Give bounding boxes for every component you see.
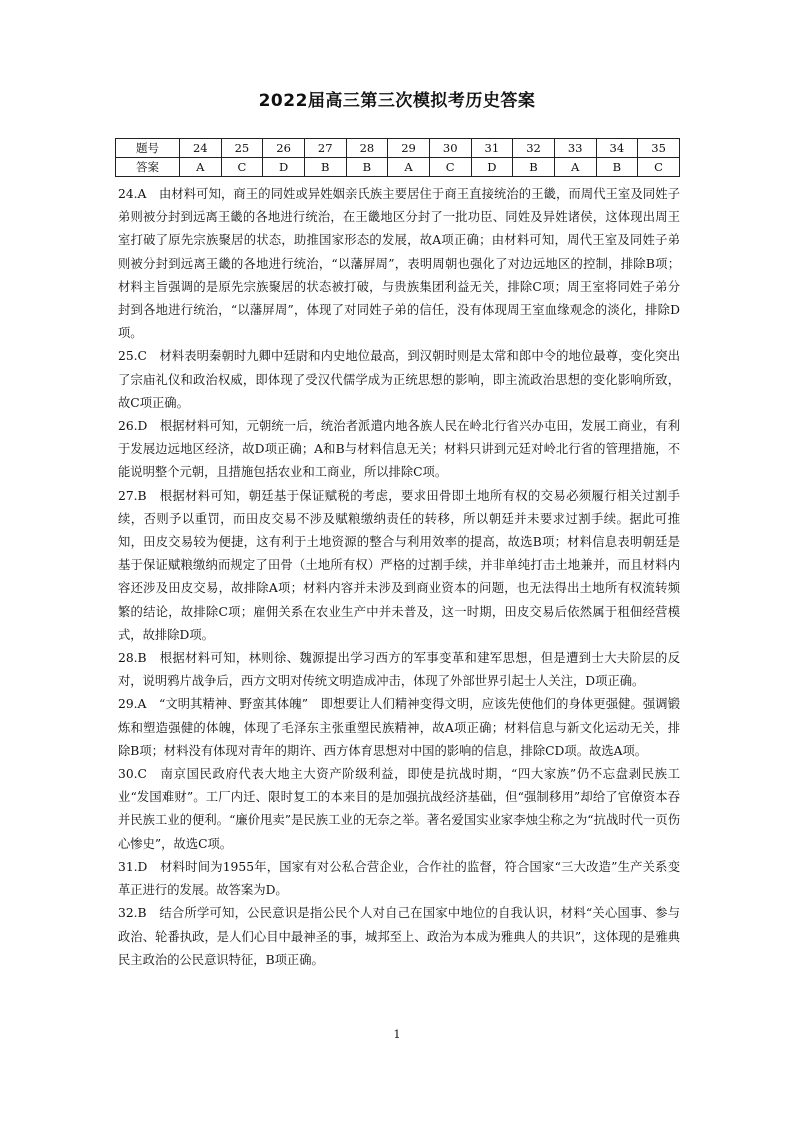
answer-cell: A (554, 158, 596, 177)
explanation-paragraph: 27.B 根据材料可知，朝廷基于保证赋税的考虑，要求田骨即土地所有权的交易必须履行相关过割手续，否则予以重罚，而田皮交易不涉及赋粮缴纳责任的转移，所以朝廷并未要求过割手续。据此可推知，田皮交易较为便捷，这有利于土地资源的整合与利用效率的提高，故选B项；材料信息表明朝廷是基于保证赋粮缴纳而规定了田骨（土地所有权）严格的过割手续，并非单纯打击土地兼并，而且材料内容还涉及田皮交易，故排除A项；材料内容并未涉及到商业资本的问题，也无法得出土地所有权流转频繁的结论，故排除C项；雇佣关系在农业生产中并未普及，这一时期，田皮交易后依然属于租佃经营模式，故排除D项。 (118, 488, 680, 642)
explanation-list (118, 183, 680, 972)
answer-cell: C (221, 158, 263, 177)
question-number: 26 (263, 139, 305, 158)
answer-cell: B (513, 158, 555, 177)
answer-cell: B (596, 158, 638, 177)
answer-table (115, 138, 680, 177)
question-number: 33 (554, 139, 596, 158)
question-number: 34 (596, 139, 638, 158)
answer-row-label: 答案 (116, 158, 180, 177)
question-number: 32 (513, 139, 555, 158)
explanation-paragraph: 31.D 材料时间为1955年，国家有对公私合营企业，合作社的监督，符合国家“三大改造”生产关系变革正进行的发展。故答案为D。 (118, 859, 680, 898)
explanation-paragraph: 26.D 根据材料可知，元朝统一后，统治者派遣内地各族人民在岭北行省兴办屯田，发展工商业，有利于发展边远地区经济，故D项正确；A和B与材料信息无关；材料只讲到元廷对岭北行省的管理措施，不能说明整个元朝，且措施包括农业和工商业，所以排除C项。 (118, 419, 680, 480)
question-number: 29 (388, 139, 430, 158)
page-title: 2022届高三第三次模拟考历史答案 (258, 91, 536, 111)
question-number: 31 (471, 139, 513, 158)
question-number: 25 (221, 139, 263, 158)
explanation-paragraph: 24.A 由材料可知，商王的同姓或异姓姻亲氏族主要居住于商王直接统治的王畿，而周代王室及同姓子弟则被分封到远离王畿的各地进行统治，在王畿地区分封了一批功臣、同姓及异姓诸侯，这体现出周王室打破了原先宗族聚居的状态，助推国家形态的发展，故A项正确；由材料可知，周代王室及同姓子弟则被分封到远离王畿的各地进行统治，“以藩屏周”，表明周朝也强化了对边远地区的控制，排除B项；材料主旨强调的是原先宗族聚居的状态被打破，与贵族集团利益无关，排除C项；周王室将同姓子弟分封到各地进行统治，“以藩屏周”，体现了对同姓子弟的信任，没有体现周王室血缘观念的淡化，排除D项。 (118, 187, 680, 341)
answer-cell: D (263, 158, 305, 177)
page-number: 1 (393, 1028, 401, 1041)
question-number-row (116, 139, 680, 158)
question-number: 30 (429, 139, 471, 158)
answer-cell: A (388, 158, 430, 177)
explanation-paragraph: 25.C 材料表明秦朝时九卿中廷尉和内史地位最高，到汉朝时则是太常和郎中令的地位最尊，变化突出了宗庙礼仪和政治权威，即体现了受汉代儒学成为正统思想的影响，即主流政治思想的变化影响所致，故C项正确。 (118, 349, 680, 410)
answer-cell: C (429, 158, 471, 177)
question-number: 28 (346, 139, 388, 158)
answer-row (116, 158, 680, 177)
answer-cell: D (471, 158, 513, 177)
question-number: 27 (304, 139, 346, 158)
answer-cell: B (304, 158, 346, 177)
explanation-paragraph: 30.C 南京国民政府代表大地主大资产阶级利益，即使是抗战时期，“四大家族”仍不忘盘剥民族工业“发国难财”。工厂内迁、限时复工的本来目的是加强抗战经济基础，但“强制移用”却给了官僚资本吞并民族工业的便利。“廉价甩卖”是民族工业的无奈之举。著名爱国实业家李烛尘称之为“抗战时代一页伤心惨史”，故选C项。 (118, 767, 680, 851)
explanation-paragraph: 32.B 结合所学可知，公民意识是指公民个人对自己在国家中地位的自我认识，材料“关心国事、参与政治、轮番执政，是人们心目中最神圣的事，城邦至上、政治为本成为雅典人的共识”，这体现的是雅典民主政治的公民意识特征，B项正确。 (118, 906, 680, 967)
explanation-paragraph: 28.B 根据材料可知，林则徐、魏源提出学习西方的军事变革和建军思想，但是遭到士大夫阶层的反对，说明鸦片战争后，西方文明对传统文明造成冲击，体现了外部世界引起士人关注，D项正确。 (118, 651, 680, 689)
answer-cell: C (638, 158, 680, 177)
question-row-label: 题号 (116, 139, 180, 158)
answer-cell: A (179, 158, 221, 177)
explanation-paragraph: 29.A “文明其精神、野蛮其体魄” 即想要让人们精神变得文明，应该先使他们的身体更强健。强调锻炼和塑造强健的体魄，体现了毛泽东主张重塑民族精神，故A项正确；材料信息与新文化运动无关，排除B项；材料没有体现对青年的期许、西方体育思想对中国的影响的信息，排除CD项。故选A项。 (118, 697, 680, 758)
question-number: 35 (638, 139, 680, 158)
answer-cell: B (346, 158, 388, 177)
question-number: 24 (179, 139, 221, 158)
